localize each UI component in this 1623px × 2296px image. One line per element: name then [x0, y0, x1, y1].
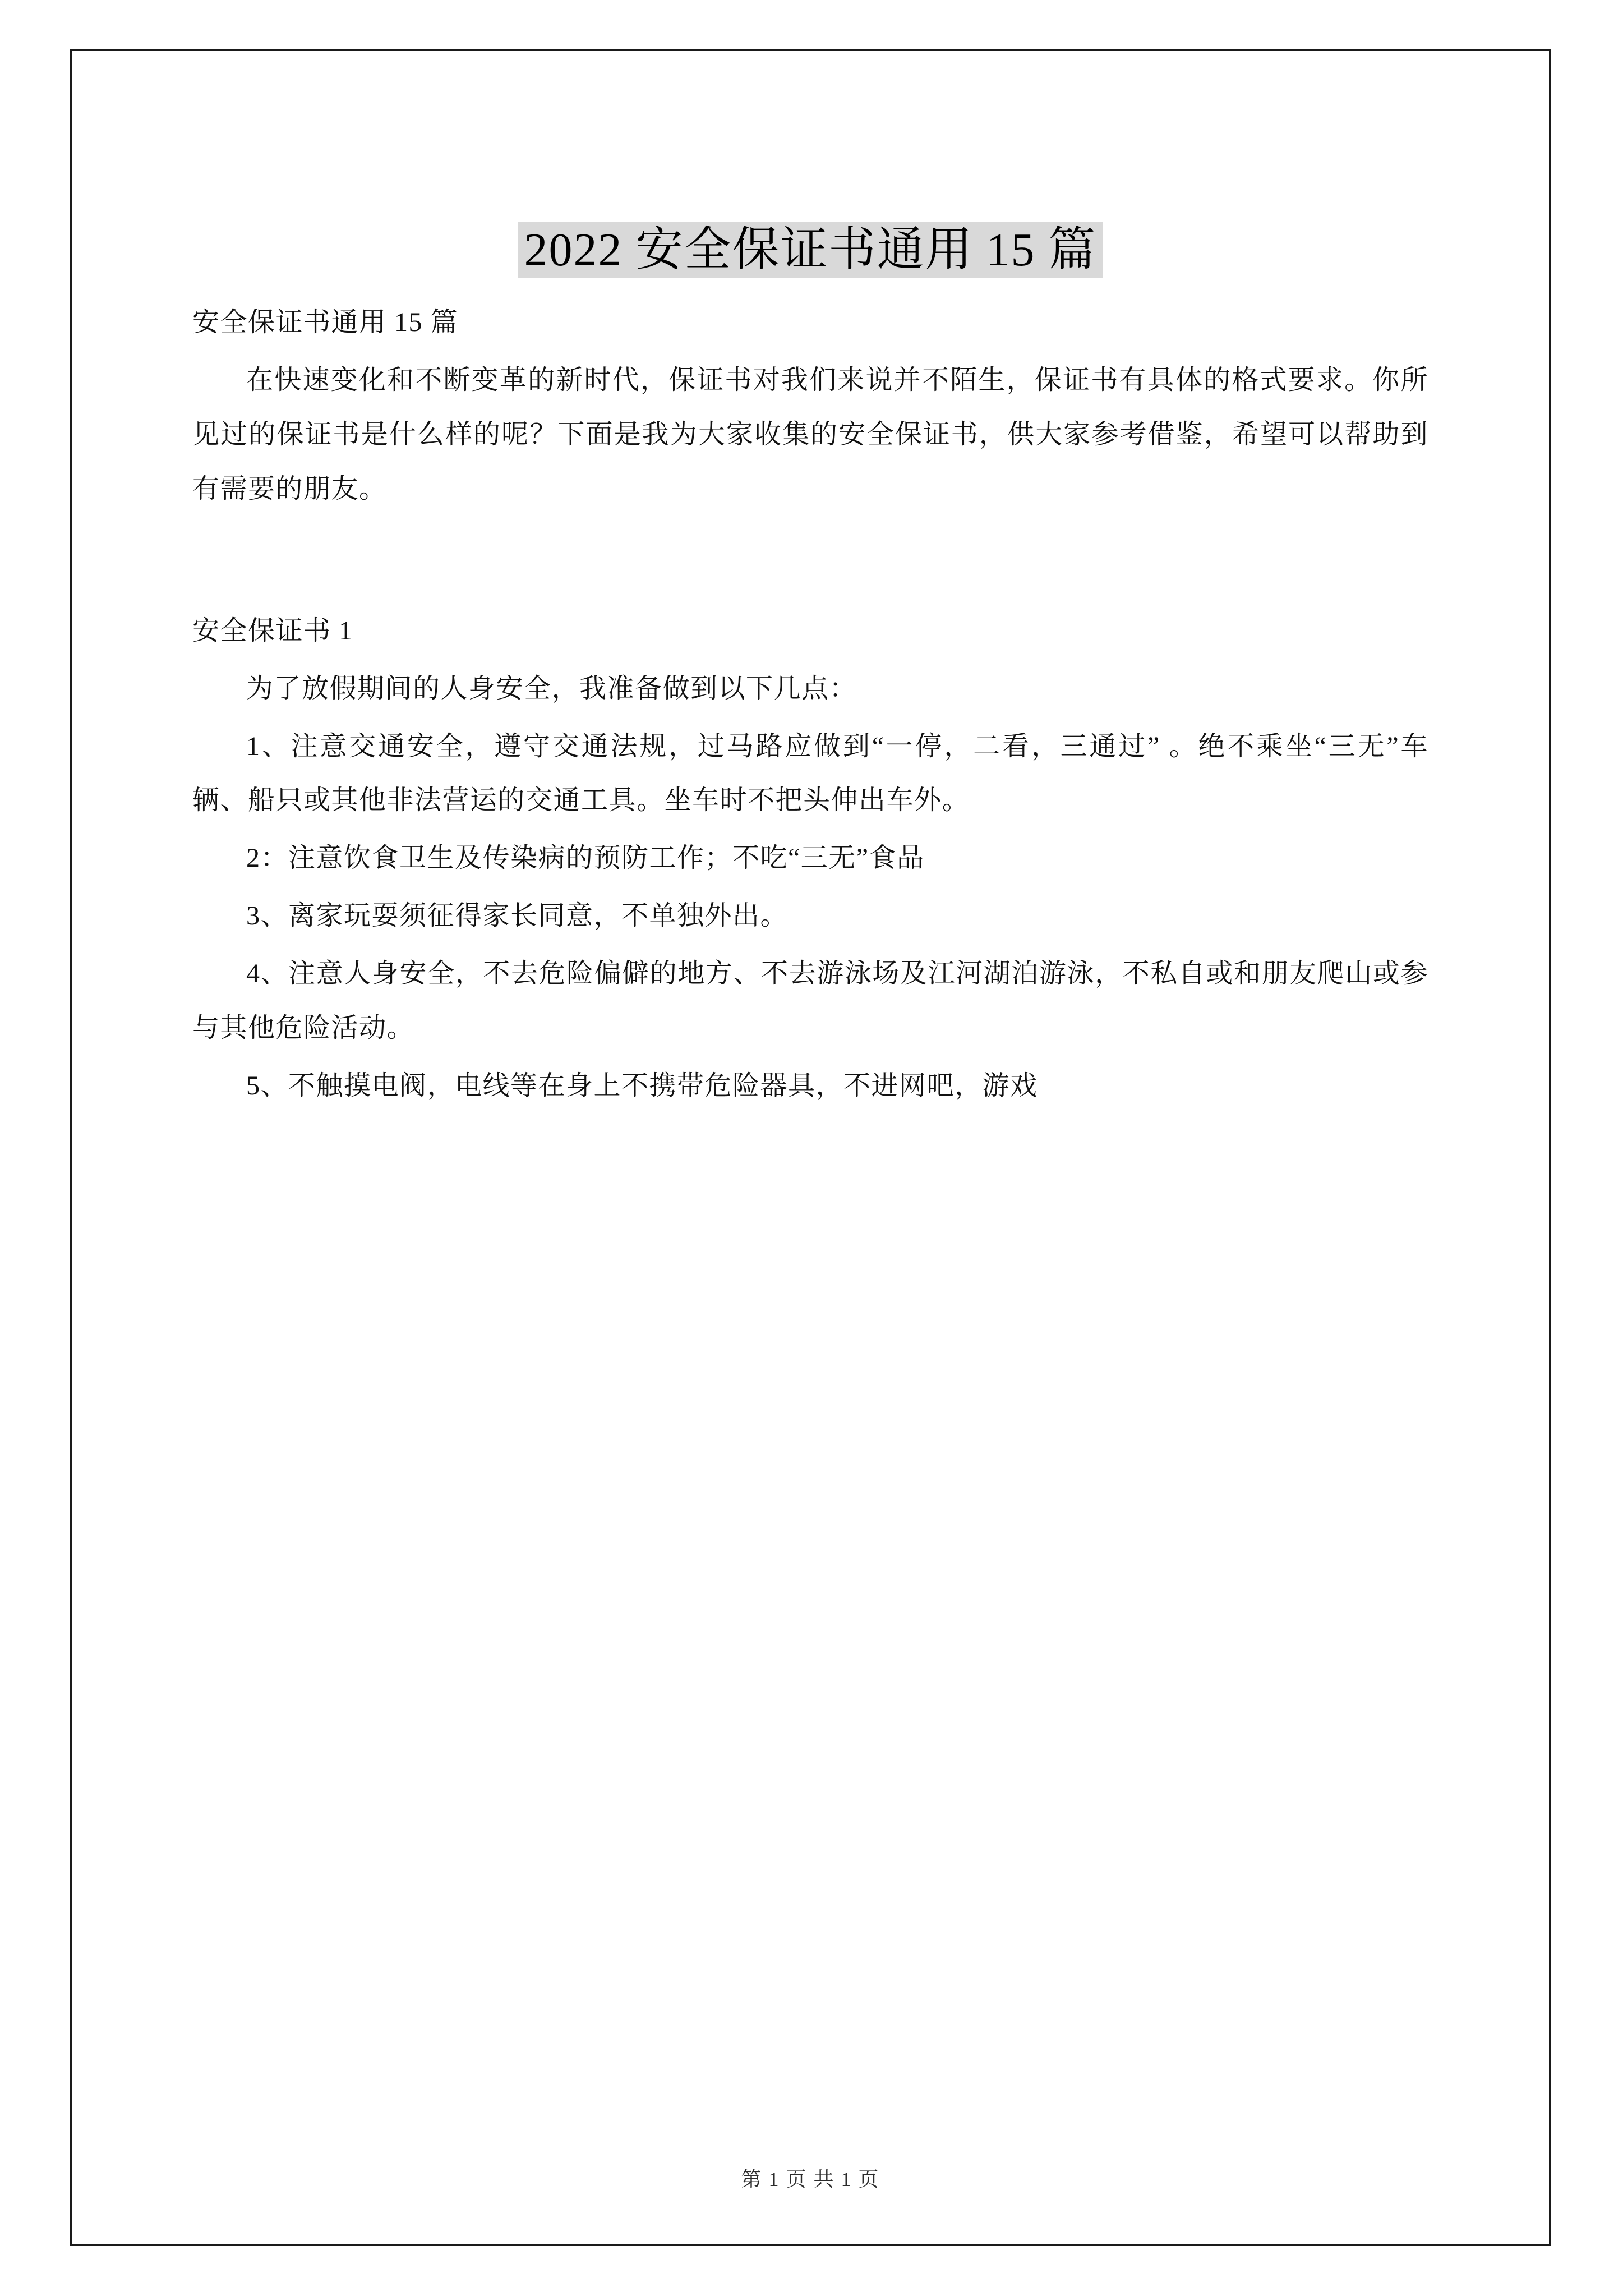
list-item-2: 2：注意饮食卫生及传染病的预防工作；不吃“三无”食品 — [246, 843, 925, 873]
section-spacer — [192, 520, 1428, 604]
section-1-heading: 安全保证书 1 — [192, 615, 353, 646]
page-content — [192, 172, 1428, 2160]
list-item-4: 4、注意人身安全，不去危险偏僻的地方、不去游泳场及江河湖泊游泳，不私自或和朋友爬山或参与其他危险活动。 — [192, 959, 1428, 1043]
page-title-text: 2022 安全保证书通用 15 篇 — [518, 222, 1102, 278]
title-spacer — [192, 279, 1428, 296]
document-page — [70, 49, 1551, 2246]
paragraph-subtitle: 安全保证书通用 15 篇 — [192, 307, 459, 337]
paragraph-intro: 在快速变化和不断变革的新时代，保证书对我们来说并不陌生，保证书有具体的格式要求。你所见过的保证书是什么样的呢？下面是我为大家收集的安全保证书，供大家参考借鉴，希望可以帮助到有需要的朋友。 — [192, 365, 1428, 504]
page-title — [192, 222, 1428, 279]
list-item-3: 3、离家玩耍须征得家长同意，不单独外出。 — [246, 901, 789, 931]
list-item-1: 1、注意交通安全，遵守交通法规，过马路应做到“一停，二看，三通过” 。绝不乘坐“三无”车辆、船只或其他非法营运的交通工具。坐车时不把头伸出车外。 — [192, 731, 1428, 816]
section-1-lead: 为了放假期间的人身安全，我准备做到以下几点： — [246, 673, 857, 703]
page-footer: 第 1 页 共 1 页 — [741, 2168, 880, 2191]
list-item-5: 5、不触摸电阀，电线等在身上不携带危险器具，不进网吧，游戏 — [246, 1071, 1038, 1101]
